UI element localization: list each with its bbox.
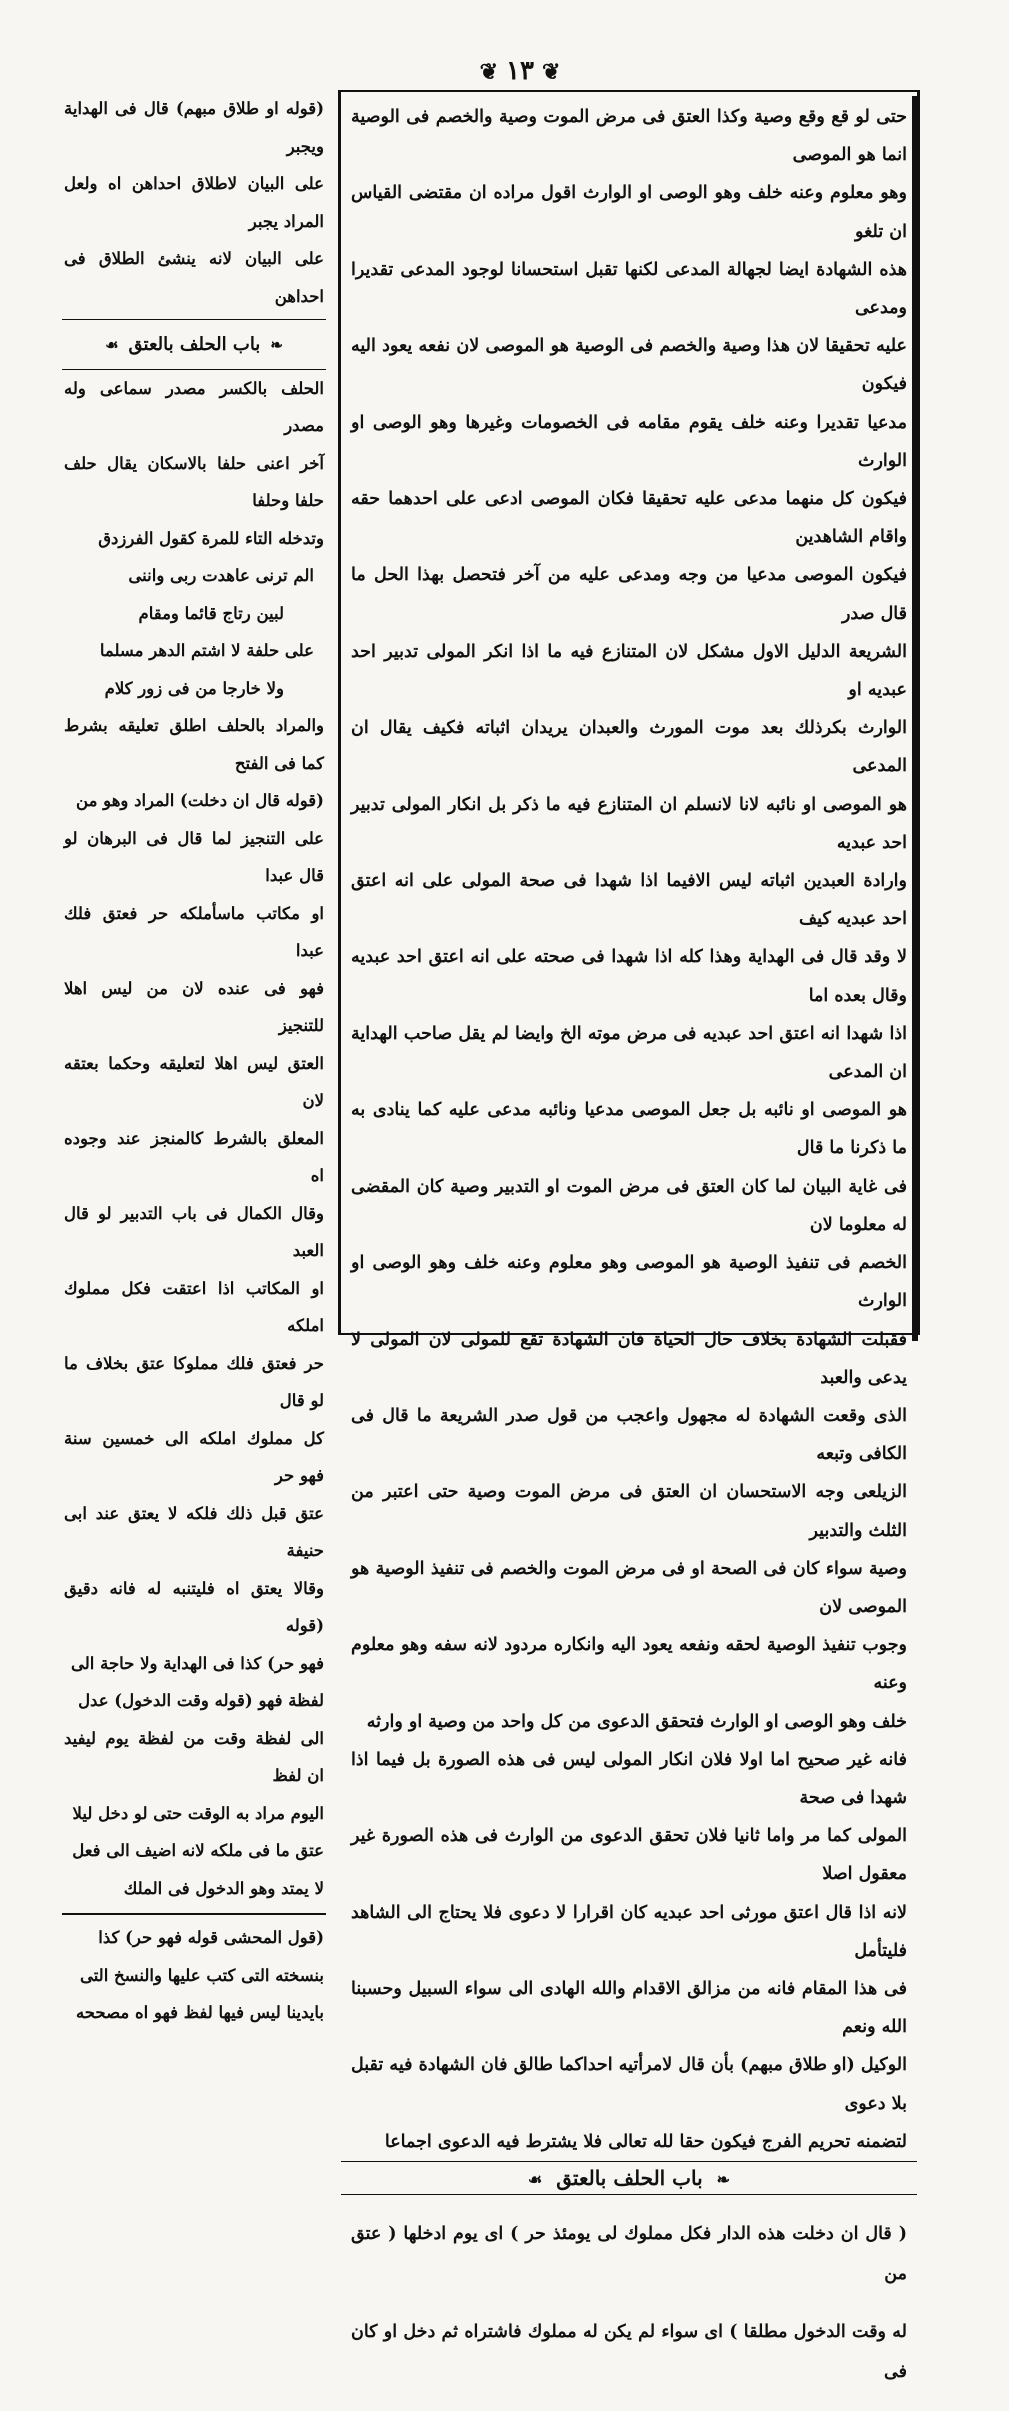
text-line: الخصم فى تنفيذ الوصية هو الموصى وهو معلوم وعنه خلف وهو الوصى او الوارث [351,1253,907,1312]
text-line: الزيلعى وجه الاستحسان ان العتق فى مرض الموت وصية حتى اعتبر من الثلث والتدبير [351,1482,907,1541]
margin-body-continued [62,707,326,1907]
margin-line: (قوله قال ان دخلت) المراد وهو من [76,791,324,810]
text-line: الوكيل (او طلاق مبهم) بأن قال لامرأتيه احداكما طالق فان الشهادة فيه تقبل بلا دعوى [351,2055,907,2114]
ornament-icon: ❧ [716,2169,731,2189]
margin-line: بايدينا ليس فيها لفظ فهو اه مصححه [75,2003,324,2022]
text-line: خلف وهو الوصى او الوارث فتحقق الدعوى من كل واحد من وصية او وارثه [366,1711,907,1732]
main-section-text [341,2195,917,2411]
margin-verse [62,557,326,707]
margin-line: فهو فى عنده لان من ليس اهلا للتنجيز [64,978,324,1035]
margin-line: على التنجيز لما قال فى البرهان لو قال عبدا [64,828,324,885]
margin-line: لا يمتد وهو الدخول فى الملك [123,1878,324,1898]
page-number: ❦ ١٣ ❦ [445,56,595,86]
ornament-icon: ❧ [270,336,283,354]
margin-line: فهو حر) كذا فى الهداية ولا حاجة الى [71,1653,324,1673]
margin-line: وقالا يعتق اه فليتنبه له فانه دقيق (قوله [64,1578,324,1635]
text-line: فقبلت الشهادة بخلاف حال الحياة فان الشهادة تقع للمولى لان المولى لا يدعى والعبد [351,1329,907,1388]
margin-line: على البيان لانه ينشئ الطلاق فى احداهن [64,249,324,306]
main-section-title: باب الحلف بالعتق [556,2165,703,2190]
ornament-icon: ☙ [527,2169,543,2189]
margin-line: (قول المحشى قوله فهو حر) كذا [98,1928,324,1947]
margin-body [62,370,326,558]
margin-line: عتق ما فى ملكه لانه اضيف الى فعل [72,1841,324,1860]
margin-line: كل مملوك املكه الى خمسين سنة فهو حر [64,1428,324,1485]
text-line: هذه الشهادة ايضا لجهالة المدعى لكنها تقبل استحسانا لوجود المدعى تقديرا ومدعى [351,259,907,319]
margin-line: اليوم مراد به الوقت حتى لو دخل ليلا [72,1803,324,1823]
main-text-column [338,90,920,2382]
text-line: عليه تحقيقا لان هذا وصية والخصم فى الوصية هو الموصى لان نفعه يعود اليه فيكون [351,336,907,395]
margin-rule [62,319,326,320]
text-line: له وقت الدخول مطلقا ) اى سواء لم يكن له مملوك فاشتراه ثم دخل او كان فى [351,2321,907,2382]
text-line: فى هذا المقام فانه من مزالق الاقدام والله الهادى الى سواء السبيل وحسبنا الله ونعم [351,1978,907,2038]
margin-line: بنسخته التى كتب عليها والنسخ التى [79,1965,324,1985]
text-line: حتى لو قع وقع وصية وكذا العتق فى مرض الموت وصية والخصم فى الوصية انما هو الموصى [351,107,907,166]
margin-section-heading [62,324,326,370]
margin-line: الحلف بالكسر مصدر سماعى وله مصدر [64,378,324,435]
text-line: الشريعة الدليل الاول مشكل لان المتنازع فيه ما اذا انكر المولى تدبير احد عبديه او [351,641,907,701]
verse-line: ولا خارجا من فى زور كلام [104,678,284,698]
text-line: ( قال ان دخلت هذه الدار فكل مملوك لى يومئذ حر ) اى يوم ادخلها ( عتق من [351,2224,907,2285]
verse-line: لبين رتاج قائما ومقام [138,603,284,623]
text-line: وهو معلوم وعنه خلف وهو الوصى او الوارث اقول مراده ان مقتضى القياس ان تلغو [351,183,907,242]
text-line: هو الموصى او نائبه لانا لانسلم ان المتنازع فيه ما ذكر بل انكار المولى تدبير احد عبديه [351,794,907,853]
margin-commentary-column [62,90,326,2032]
text-line: فى غاية البيان لما كان العتق فى مرض الموت او التدبير وصية كان المقضى له معلوما لان [351,1176,907,1235]
margin-line: حر فعتق فلك مملوكا عتق بخلاف ما لو قال [64,1353,324,1410]
margin-line: العتق ليس اهلا لتعليقه وحكما بعتقه لان [64,1053,324,1110]
verse-line: على حلفة لا اشتم الدهر مسلما [99,641,314,660]
text-line: المولى كما مر واما ثانيا فلان تحقق الدعوى من الوارث فى هذه الصورة غير معقول اصلا [351,1826,907,1885]
text-line: هو الموصى او نائبه بل جعل الموصى مدعيا ونائبه مدعى عليه كما ينادى به ما ذكرنا ما قال [351,1100,907,1159]
margin-line: الى لفظة وقت من لفظة يوم ليفيد ان لفظ [64,1728,324,1785]
margin-section-title: باب الحلف بالعتق [128,334,261,355]
margin-line: وقال الكمال فى باب التدبير لو قال العبد [64,1203,324,1260]
margin-line: لفظة فهو (قوله وقت الدخول) عدل [78,1691,324,1710]
text-line: وارادة العبدين اثباته ليس الافيما اذا شهدا فى صحة المولى على انه اعتق احد عبديه كيف [351,871,907,930]
text-line: وصية سواء كان فى الصحة او فى مرض الموت والخصم فى تنفيذ الوصية هو الموصى لان [351,1558,907,1617]
text-line: فانه غير صحيح اما اولا فلان انكار المولى ليس فى هذه الصورة بل فيما اذا شهدا فى صحة [351,1749,907,1808]
text-line: مدعيا تقديرا وعنه خلف يقوم مقامه فى الخصومات وغيرها وهو الوصى او الوارث [351,412,907,471]
text-line: فيكون الموصى مدعيا من وجه ومدعى عليه من آخر فتحصل بهذا الحل ما قال صدر [351,565,907,624]
text-line: وجوب تنفيذ الوصية لحقه ونفعه يعود اليه وانكاره مردود لانه سفه وهو معلوم وعنه [351,1635,907,1694]
ornament-icon: ☙ [105,336,119,354]
verse-line: الم ترنى عاهدت ربى واننى [128,566,314,585]
margin-line: المعلق بالشرط كالمنجز عند وجوده اه [64,1128,324,1185]
main-section-heading [341,2162,917,2194]
margin-line: على البيان لاطلاق احداهن اه ولعل المراد يجبر [64,174,324,231]
margin-line: وتدخله التاء للمرة كقول الفرزدق [98,528,324,548]
margin-line: او المكاتب اذا اعتقت فكل مملوك املكه [64,1278,324,1335]
margin-editor-note [62,1913,326,2032]
margin-line: آخر اعنى حلفا بالاسكان يقال حلف حلفا وحلفا [64,453,324,510]
text-line: لا وقد قال فى الهداية وهذا كله اذا شهدا فى صحته على انه اعتق احد عبديه وقال بعده اما [351,947,907,1006]
text-line: لانه اذا قال اعتق مورثى احد عبديه كان اقرارا لا دعوى فلا يحتاج الى الشاهد فليتأمل [351,1902,907,1961]
margin-line: او مكاتب ماسأملكه حر فعتق فلك عبدا [64,903,324,960]
margin-line: عتق قبل ذلك فلكه لا يعتق عند ابى حنيفة [64,1503,324,1560]
margin-line: (قوله او طلاق مبهم) قال فى الهداية ويجبر [64,99,324,156]
main-body [341,92,917,2161]
text-line: الذى وقعت الشهادة له مجهول واعجب من قول صدر الشريعة ما قال فى الكافى وتبعه [351,1405,907,1465]
text-line: الوارث بكرذلك بعد موت المورث والعبدان يريدان اثباته فكيف يقال ان المدعى [351,718,907,777]
text-line: لتضمنه تحريم الفرج فيكون حقا لله تعالى فلا يشترط فيه الدعوى اجماعا [384,2131,907,2152]
margin-line: والمراد بالحلف اطلق تعليقه بشرط كما فى الفتح [64,716,324,773]
text-line: اذا شهدا انه اعتق احد عبديه فى مرض موته الخ وايضا لم يقل صاحب الهداية ان المدعى [351,1023,907,1083]
margin-top-note [62,90,326,315]
text-line: فيكون كل منهما مدعى عليه تحقيقا فكان الموصى ادعى على احدهما حقه واقام الشاهدين [351,489,907,548]
